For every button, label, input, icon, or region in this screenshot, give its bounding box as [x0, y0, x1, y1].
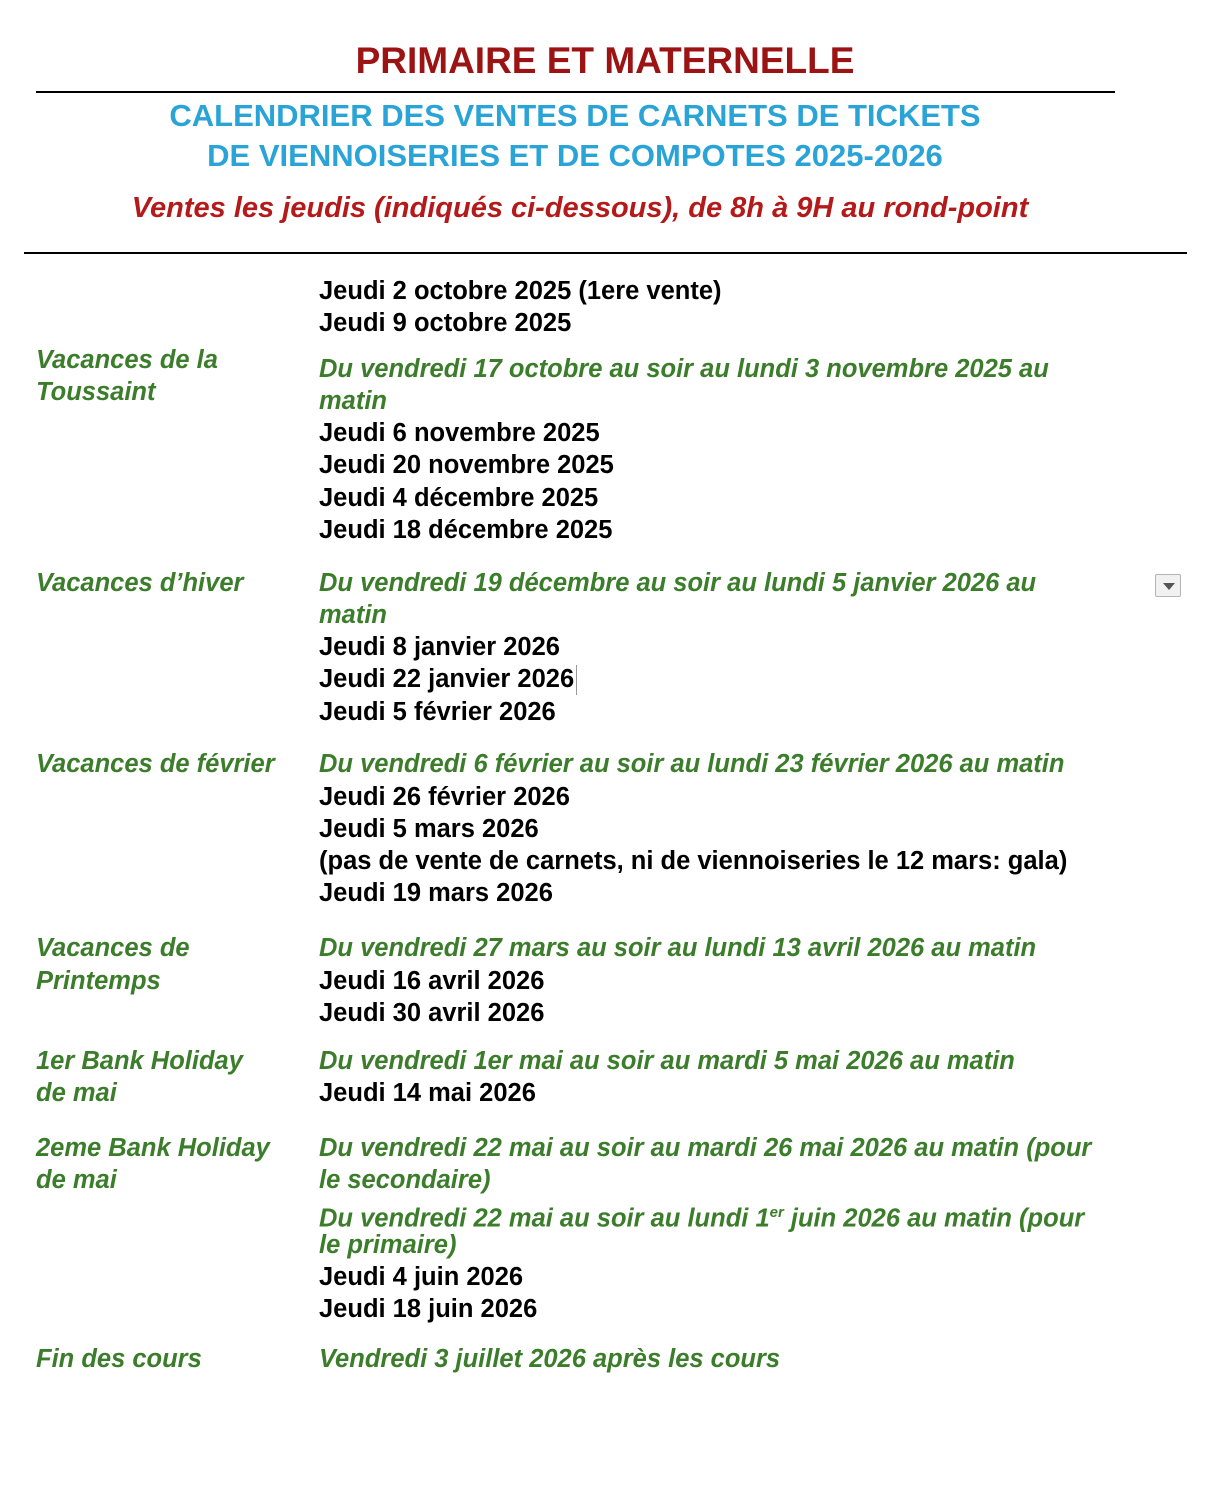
sale-date: Jeudi 18 décembre 2025	[319, 516, 613, 544]
sales-subtitle: Ventes les jeudis (indiqués ci-dessous), de 8h à 9H au rond-point	[131, 192, 1029, 224]
sale-date: Jeudi 26 février 2026	[319, 783, 570, 811]
holiday-label-fevrier: Vacances de février	[36, 750, 275, 778]
holiday-period-hiver: matin	[319, 601, 388, 629]
sale-date: Jeudi 18 juin 2026	[319, 1295, 538, 1323]
sale-date: Jeudi 4 juin 2026	[319, 1263, 524, 1291]
sale-date: Jeudi 9 octobre 2025	[319, 309, 572, 337]
calendar-title-line2: DE VIENNOISERIES ET DE COMPOTES 2025-2026	[207, 138, 943, 173]
calendar-title-line1: CALENDRIER DES VENTES DE CARNETS DE TICKETS	[169, 98, 981, 133]
superscript: er	[769, 1204, 784, 1221]
calendar-title	[0, 96, 1150, 176]
holiday-period-hiver: Du vendredi 19 décembre au soir au lundi 5 janvier 2026 au	[319, 569, 1037, 597]
holiday-period-primaire: le primaire)	[319, 1231, 457, 1259]
title-divider	[36, 91, 1115, 93]
period-text: Du vendredi 22 mai au soir au lundi 1	[319, 1204, 770, 1233]
sale-date: Jeudi 30 avril 2026	[319, 999, 545, 1027]
holiday-label-printemps: Vacances de	[36, 934, 190, 962]
sale-note: (pas de vente de carnets, ni de viennoiseries le 12 mars: gala)	[319, 847, 1068, 875]
holiday-period-secondaire: le secondaire)	[319, 1166, 491, 1194]
holiday-label-bank-holiday-2: de mai	[36, 1166, 117, 1194]
holiday-label-toussaint: Vacances de la	[36, 346, 218, 374]
holiday-period-bank-holiday-1: Du vendredi 1er mai au soir au mardi 5 mai 2026 au matin	[319, 1047, 1015, 1075]
holiday-period-printemps: Du vendredi 27 mars au soir au lundi 13 avril 2026 au matin	[319, 934, 1037, 962]
holiday-label-bank-holiday-1: 1er Bank Holiday	[36, 1047, 243, 1075]
sale-date: Jeudi 2 octobre 2025 (1ere vente)	[319, 277, 722, 305]
sale-date: Jeudi 8 janvier 2026	[319, 633, 560, 661]
holiday-period-secondaire: Du vendredi 22 mai au soir au mardi 26 mai 2026 au matin (pour	[319, 1134, 1092, 1162]
document-title: PRIMAIRE ET MATERNELLE	[355, 40, 855, 81]
holiday-label-fin: Fin des cours	[36, 1345, 202, 1373]
sale-date: Jeudi 19 mars 2026	[319, 879, 553, 907]
dropdown-toggle-icon[interactable]	[1155, 574, 1181, 597]
holiday-period-fevrier: Du vendredi 6 février au soir au lundi 23 février 2026 au matin	[319, 750, 1065, 778]
sale-date: Jeudi 20 novembre 2025	[319, 451, 614, 479]
sale-date: Jeudi 16 avril 2026	[319, 967, 545, 995]
holiday-period-toussaint: Du vendredi 17 octobre au soir au lundi 3 novembre 2025 au	[319, 355, 1049, 383]
text-cursor	[576, 665, 577, 695]
holiday-label-bank-holiday-2: 2eme Bank Holiday	[36, 1134, 270, 1162]
sale-date: Jeudi 5 mars 2026	[319, 815, 539, 843]
period-text: juin 2026 au matin (pour	[783, 1204, 1085, 1233]
sale-date: Jeudi 14 mai 2026	[319, 1079, 536, 1107]
holiday-label-hiver: Vacances d’hiver	[36, 569, 244, 597]
end-of-classes-date: Vendredi 3 juillet 2026 après les cours	[319, 1345, 781, 1373]
holiday-label-printemps: Printemps	[36, 967, 161, 995]
sale-date: Jeudi 6 novembre 2025	[319, 419, 600, 447]
holiday-label-toussaint: Toussaint	[36, 378, 156, 406]
holiday-period-toussaint: matin	[319, 387, 388, 415]
sale-date: Jeudi 5 février 2026	[319, 698, 556, 726]
sale-date: Jeudi 4 décembre 2025	[319, 484, 599, 512]
sale-date	[319, 663, 577, 695]
header-divider	[24, 252, 1187, 254]
holiday-label-bank-holiday-1: de mai	[36, 1079, 117, 1107]
sale-date-text: Jeudi 22 janvier 2026	[319, 665, 575, 693]
